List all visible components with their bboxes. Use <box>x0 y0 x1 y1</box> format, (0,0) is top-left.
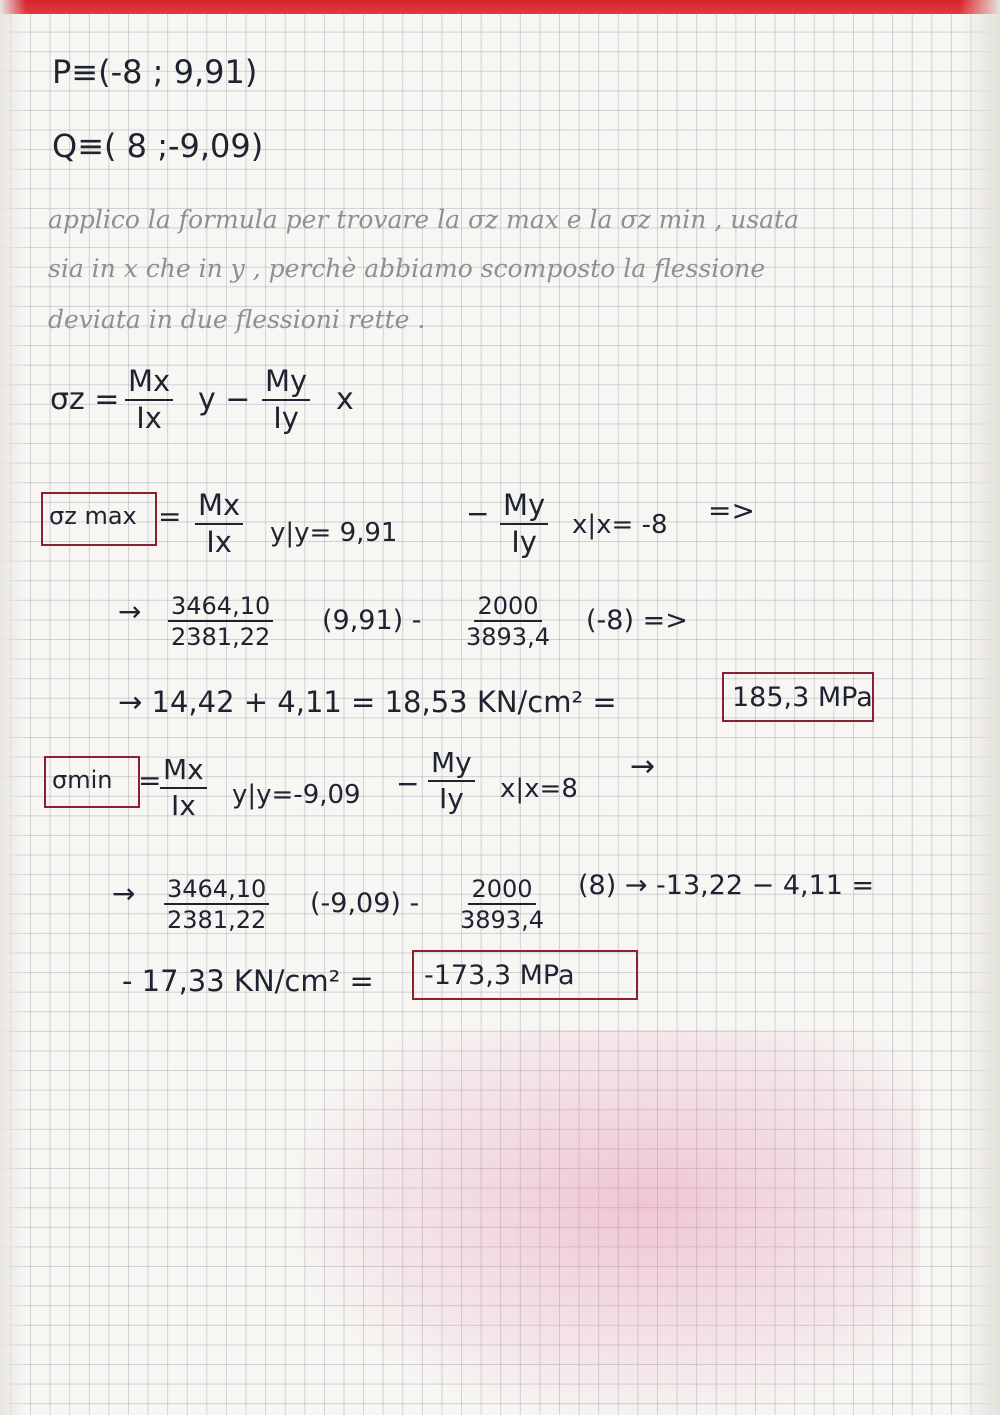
min-mx-value: 3464,10 <box>164 876 269 905</box>
intro-line-1: applico la formula per trovare la σz max e la σz min , usata <box>48 205 800 234</box>
max-my-value: 2000 <box>474 593 541 622</box>
min-step1-y-value: (-9,09) - <box>310 888 420 919</box>
formula-x: x <box>336 382 354 417</box>
max-x-evaluation: x|x= -8 <box>572 510 668 540</box>
max-my: My <box>500 490 548 525</box>
max-mx-value: 3464,10 <box>168 593 273 622</box>
min-ix: Ix <box>170 788 196 822</box>
formula-mx: Mx <box>125 366 173 401</box>
max-implies-arrow: => <box>708 494 755 527</box>
min-my-value: 2000 <box>468 876 535 905</box>
min-my: My <box>428 748 475 782</box>
min-fraction-my-iy <box>428 748 475 815</box>
formula-iy: Iy <box>273 400 299 435</box>
formula-fraction-mx-ix <box>125 366 173 435</box>
min-y-evaluation: y|y=-9,09 <box>232 780 361 810</box>
max-iy-value: 3893,4 <box>466 623 550 652</box>
notebook-red-band <box>0 0 1000 14</box>
max-ix: Ix <box>206 524 232 559</box>
max-iy: Iy <box>511 524 537 559</box>
max-mx: Mx <box>195 490 243 525</box>
max-step1-x-value: (-8) => <box>586 605 688 636</box>
formula-ix: Ix <box>136 400 162 435</box>
min-ix-value: 2381,22 <box>167 906 267 935</box>
sigma-max-equals: = <box>158 500 182 533</box>
max-fraction-my-iy <box>500 490 548 559</box>
max-step1-fraction-1 <box>168 593 273 651</box>
max-y-evaluation: y|y= 9,91 <box>270 518 398 548</box>
min-iy-value: 3893,4 <box>460 906 544 935</box>
formula-my: My <box>262 366 310 401</box>
min-fraction-mx-ix <box>160 755 207 822</box>
min-minus: − <box>396 767 420 800</box>
pink-stain <box>300 1030 920 1415</box>
max-fraction-mx-ix <box>195 490 243 559</box>
point-p: P≡(-8 ; 9,91) <box>52 53 258 91</box>
min-step1-arrow: → <box>112 877 136 910</box>
max-step1-arrow: → <box>118 595 142 628</box>
intro-line-2: sia in x che in y , perchè abbiamo scomposto la flessione <box>48 254 766 283</box>
min-step1-fraction-2 <box>460 876 544 934</box>
page-left-shadow <box>0 0 26 1415</box>
min-step1-fraction-1 <box>164 876 269 934</box>
sigma-min-equals: = <box>138 764 162 797</box>
max-step2: → 14,42 + 4,11 = 18,53 KN/cm² = <box>118 685 617 719</box>
min-iy: Iy <box>438 781 464 815</box>
max-step1-fraction-2 <box>466 593 550 651</box>
max-minus: − <box>466 497 490 530</box>
min-implies-arrow: → <box>630 749 656 784</box>
min-result: -173,3 MPa <box>424 960 575 991</box>
page-right-shadow <box>960 0 1000 1415</box>
formula-fraction-my-iy <box>262 366 310 435</box>
min-step2: - 17,33 KN/cm² = <box>122 964 374 998</box>
min-mx: Mx <box>160 755 207 789</box>
max-step1-y-value: (9,91) - <box>322 605 422 636</box>
formula-mid: y − <box>198 382 251 417</box>
max-result: 185,3 MPa <box>732 682 873 713</box>
formula-lhs: σz = <box>50 382 120 417</box>
intro-line-3: deviata in due flessioni rette . <box>48 305 426 334</box>
sigma-min-label: σmin <box>52 766 113 794</box>
sigma-max-label: σz max <box>49 502 137 530</box>
min-step1-x-value: (8) → -13,22 − 4,11 = <box>578 870 875 901</box>
max-ix-value: 2381,22 <box>171 623 271 652</box>
min-x-evaluation: x|x=8 <box>500 774 578 804</box>
point-q: Q≡( 8 ;-9,09) <box>52 127 264 165</box>
